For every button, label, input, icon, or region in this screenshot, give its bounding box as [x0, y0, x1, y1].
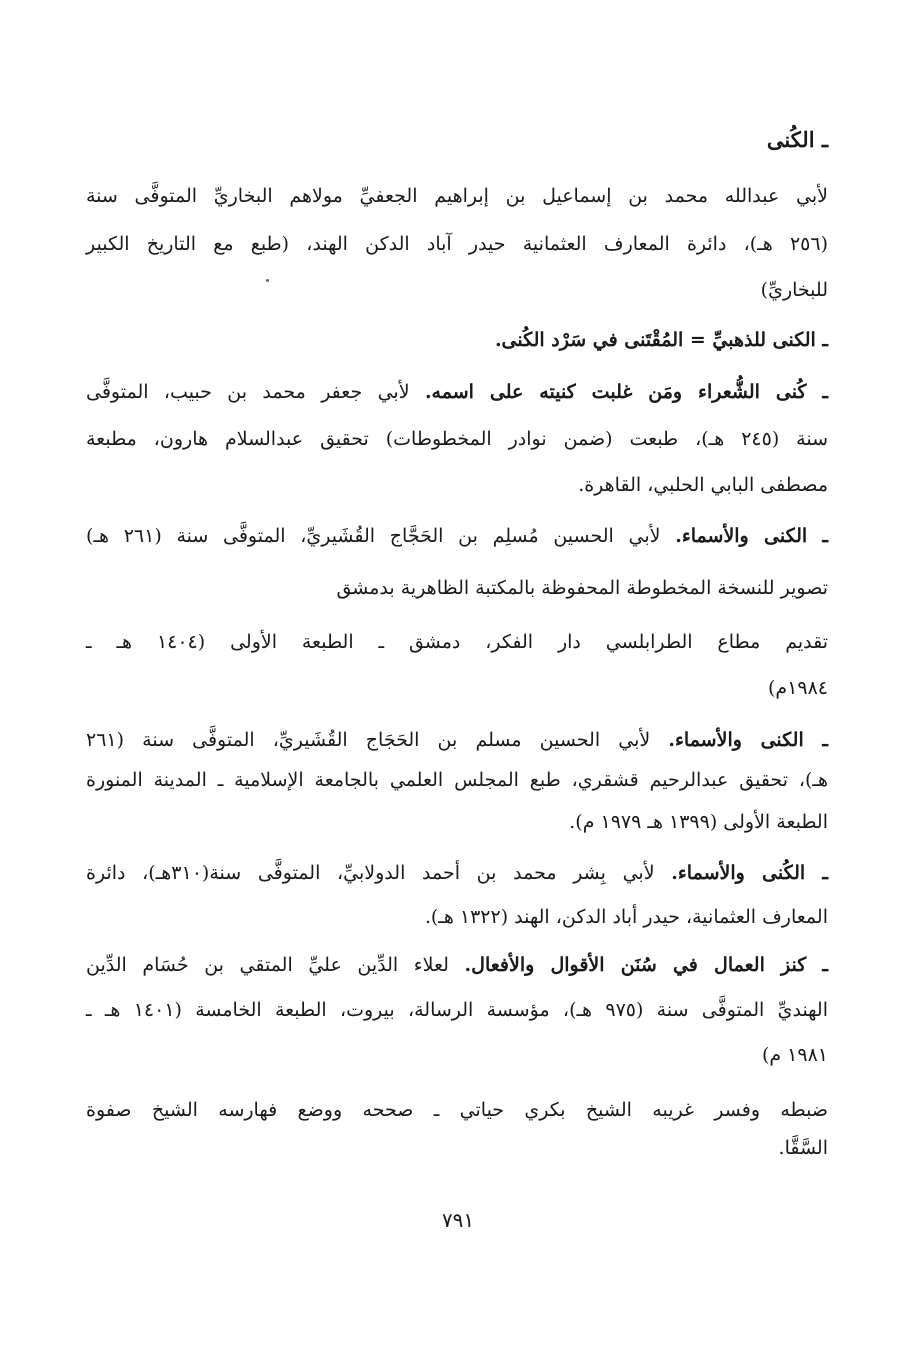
entry-line: الطبعة الأولى (١٣٩٩ هـ ١٩٧٩ م). [569, 811, 828, 833]
entry-line: للبخاريِّ) [760, 279, 828, 301]
entry-text: لأبي الحسين مسلم بن الحَجَاج القُشَيريِّ، المتوفَّى سنة (٢٦١ [86, 729, 651, 751]
entry-line [86, 377, 828, 407]
entry-line: تقديم مطاع الطرابلسي دار الفكر، دمشق ـ الطبعة الأولى (١٤٠٤ هـ ـ [86, 631, 828, 653]
entry-line: ١٩٨١ م) [761, 1044, 828, 1066]
page-number: ٧٩١ [441, 1208, 475, 1232]
scan-speck [266, 279, 269, 282]
entry-text: لأبي الحسين مُسلِم بن الحَجَّاج القُشَيريِّ، المتوفَّى سنة (٢٦١ هـ) [86, 525, 661, 547]
entry-line [86, 725, 828, 755]
entry-text: لأبي جعفر محمد بن حبيب، المتوفَّى [86, 381, 410, 403]
entry-line [86, 521, 828, 551]
entry-title-bold: ـ الكُنى والأسماء. [671, 862, 828, 884]
entry-heading: ـ الكُنى [766, 127, 828, 152]
entry-text: لعلاء الدِّين عليِّ المتقي بن حُسَام الدِّين [86, 954, 449, 976]
entry-line: ضبطه وفسر غريبه الشيخ بكري حياتي ـ صححه ووضع فهارسه الشيخ صفوة [86, 1099, 828, 1121]
entry-title-bold: ـ كُنى الشُّعراء ومَن غلبت كنيته على اسمه. [424, 381, 828, 403]
entry-text: لأبي بِشر محمد بن أحمد الدولابيِّ، المتوفَّى سنة(٣١٠هـ)، دائرة [86, 862, 655, 884]
entry-line [86, 858, 828, 888]
entry-line: تصوير للنسخة المخطوطة المحفوظة بالمكتبة الظاهرية بدمشق [336, 577, 828, 599]
entry-line: سنة (٢٤٥ هـ)، طبعت (ضمن نوادر المخطوطات) تحقيق عبدالسلام هارون، مطبعة [86, 428, 829, 450]
entry-line: مصطفى البابي الحلبي، القاهرة. [578, 474, 828, 496]
entry-line [86, 950, 828, 980]
entry-line: ١٩٨٤م) [767, 677, 828, 699]
entry-line: (٢٥٦ هـ)، دائرة المعارف العثمانية حيدر آباد الدكن الهند، (طبع مع التاريخ الكبير [86, 233, 828, 255]
entry-title [495, 325, 828, 355]
entry-line: المعارف العثمانية، حيدر أباد الدكن، الهند (١٣٢٢ هـ). [424, 906, 828, 928]
entry-title-bold: ـ الكنى للذهبيِّ = المُقْتَنى في سَرْد الكُنى. [494, 329, 828, 351]
entry-line: هـ)، تحقيق عبدالرحيم قشقري، طبع المجلس العلمي بالجامعة الإسلامية ـ المدينة المنورة [86, 769, 828, 791]
entry-line: السَّقَّا. [778, 1137, 828, 1159]
entry-title-bold: ـ كنز العمال في سُنَن الأقوال والأفعال. [464, 954, 828, 976]
entry-title-bold: ـ الكنى والأسماء. [668, 729, 829, 751]
entry-title-bold: ـ الكنى والأسماء. [675, 525, 828, 547]
entry-line: الهنديِّ المتوفَّى سنة (٩٧٥ هـ)، مؤسسة الرسالة، بيروت، الطبعة الخامسة (١٤٠١ هـ ـ [86, 999, 829, 1021]
entry-line: لأبي عبدالله محمد بن إسماعيل بن إبراهيم الجعفيِّ مولاهم البخاريِّ المتوفَّى سنة [86, 185, 828, 207]
